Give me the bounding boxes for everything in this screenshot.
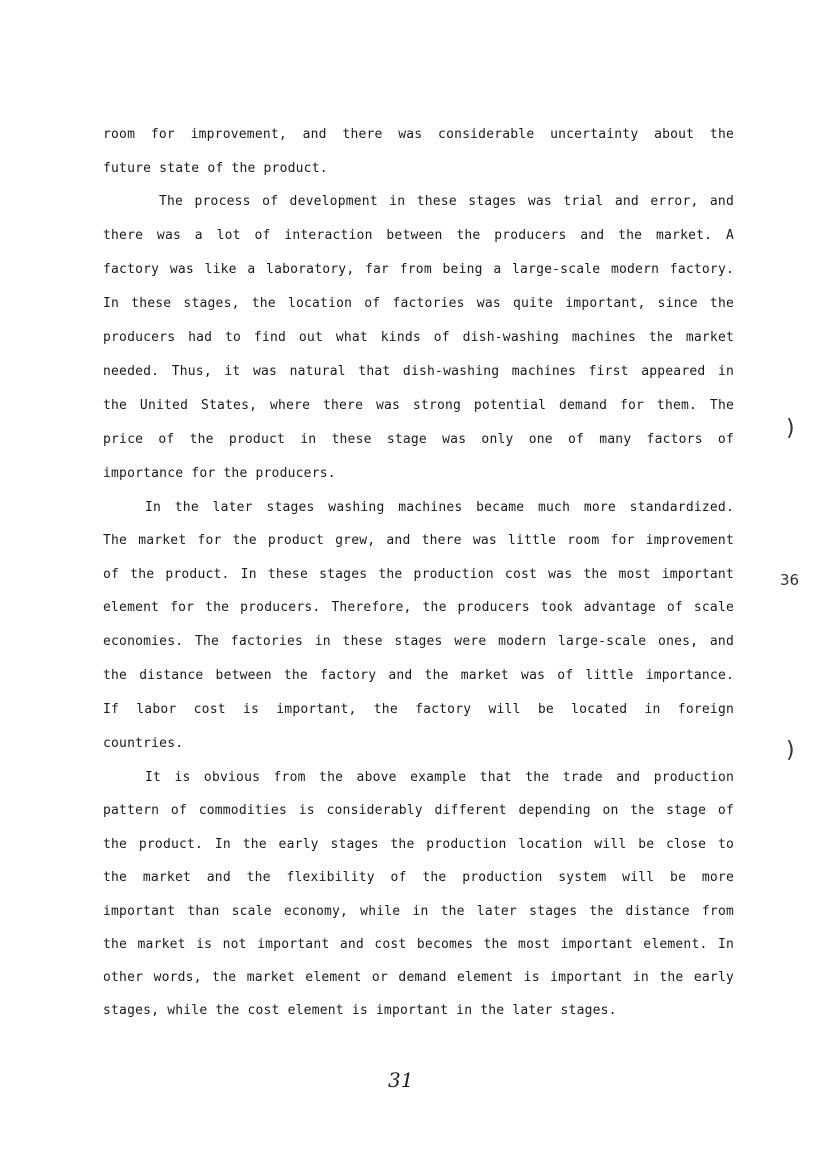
text-line: price of the product in these stage was only one of many factors of (103, 432, 734, 447)
text-line: important than scale economy, while in the later stages the distance from (103, 904, 734, 919)
text-line: of the product. In these stages the production cost was the most important (103, 567, 734, 582)
text-line: producers had to find out what kinds of dish-washing machines the market (103, 330, 734, 345)
text-line: the United States, where there was strong potential demand for them. The (103, 398, 734, 413)
margin-mark: 36 (780, 571, 800, 589)
text-line: If labor cost is important, the factory will be located in foreign (103, 702, 734, 717)
text-line: the distance between the factory and the market was of little importance. (103, 668, 734, 683)
text-line: pattern of commodities is considerably different depending on the stage of (103, 803, 734, 818)
text-line: the product. In the early stages the production location will be close to (103, 837, 734, 852)
text-line: factory was like a laboratory, far from being a large-scale modern factory. (103, 262, 734, 277)
text-line: The market for the product grew, and there was little room for improvement (103, 533, 734, 548)
margin-mark: ) (786, 738, 795, 763)
text-line: It is obvious from the above example that the trade and production (145, 770, 734, 785)
text-line: needed. Thus, it was natural that dish-washing machines first appeared in (103, 364, 734, 379)
text-line: the market and the flexibility of the production system will be more (103, 870, 734, 885)
text-line: stages, while the cost element is important in the later stages. (103, 1003, 617, 1018)
text-line: In these stages, the location of factories was quite important, since the (103, 296, 734, 311)
text-line: other words, the market element or demand element is important in the early (103, 970, 734, 985)
text-line: future state of the product. (103, 161, 328, 176)
text-line: room for improvement, and there was considerable uncertainty about the (103, 127, 734, 142)
text-line: In the later stages washing machines became much more standardized. (145, 500, 734, 515)
text-line: countries. (103, 736, 184, 751)
text-line: importance for the producers. (103, 466, 336, 481)
text-line: economies. The factories in these stages were modern large-scale ones, and (103, 634, 734, 649)
margin-mark: ) (786, 416, 795, 441)
text-line: element for the producers. Therefore, the producers took advantage of scale (103, 600, 734, 615)
text-line: there was a lot of interaction between the producers and the market. A (103, 228, 734, 243)
text-line: the market is not important and cost becomes the most important element. In (103, 937, 734, 952)
text-line: The process of development in these stages was trial and error, and (159, 194, 734, 209)
page-number: 31 (388, 1068, 414, 1092)
